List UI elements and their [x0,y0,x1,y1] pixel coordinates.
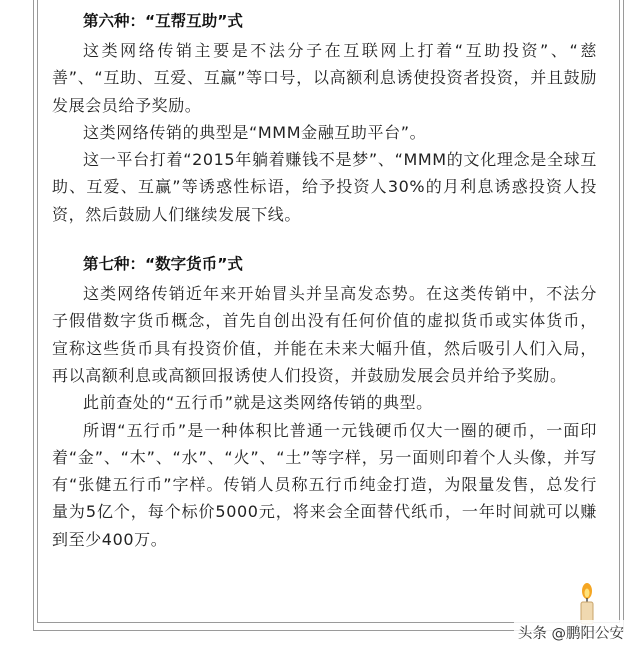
section-spacer [52,228,597,249]
article-body [52,6,597,553]
source-watermark [514,620,628,645]
section-seven-paragraph-1: 这类网络传销近年来开始冒头并呈高发态势。在这类传销中，不法分子假借数字货币概念，首先自创出没有任何价值的虚拟货币或实体货币，宣称这些货币具有投资价值，并能在未来大幅升值，然后吸引人们入局，再以高额利息或高额回报诱使人们投资，并鼓励发展会员并给予奖励。 [52,284,597,385]
section-seven-paragraph-2: 此前查处的“五行币”就是这类网络传销的典型。 [83,393,433,413]
section-seven-paragraph-3: 所谓“五行币”是一种体积比普通一元钱硬币仅大一圈的硬币，一面印着“金”、“木”、“水”、“火”、“土”等字样，另一面则印着个人头像，并写有“张健五行币”字样。传销人员称五行币纯金打造，为限量发售，总发行量为5亿个，每个标价5000元，将来会全面替代纸币，一年时间就可以赚到至少400万。 [52,420,597,549]
section-seven-heading: 第七种：“数字货币”式 [83,255,243,274]
section-six-paragraph-1: 这类网络传销主要是不法分子在互联网上打着“互助投资”、“慈善”、“互助、互爱、互赢”等口号，以高额利息诱使投资者投资，并且鼓励发展会员给予奖励。 [52,41,597,115]
section-six-heading: 第六种：“互帮互助”式 [83,12,243,30]
watermark-text: 头条 @鹏阳公安 [517,626,624,642]
section-six-paragraph-3: 这一平台打着“2015年躺着赚钱不是梦”、“MMM的文化理念是全球互助、互爱、互赢”等诱惑性标语，给予投资人30%的月利息诱惑投资人投资，然后鼓励人们继续发展下线。 [52,150,597,224]
section-six-paragraph-2: 这类网络传销的典型是“MMM金融互助平台”。 [83,122,427,142]
